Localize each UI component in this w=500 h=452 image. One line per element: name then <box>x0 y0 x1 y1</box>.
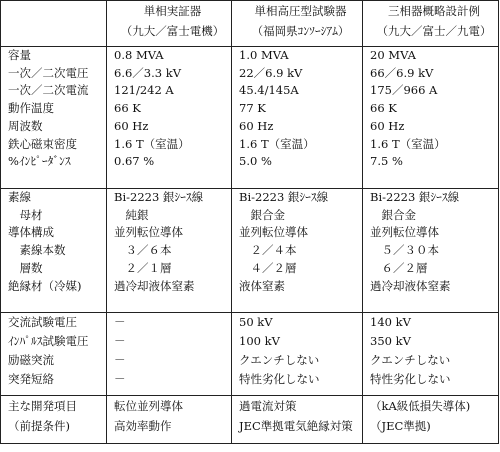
header-cell <box>107 1 232 47</box>
value-cell <box>107 47 232 189</box>
cell-value: 45.4/145A <box>239 83 299 98</box>
value-cell <box>363 189 499 313</box>
cell-value: （JEC準拠) <box>370 419 431 433</box>
header-row <box>1 1 499 47</box>
cell-value: 過電流対策 <box>239 399 297 413</box>
cell-value: 121/242 A <box>114 83 174 98</box>
cell-value: 60 Hz <box>239 118 274 133</box>
cell-value: 特性劣化しない <box>239 372 320 386</box>
row-label: %ｲﾝﾋﾟｰﾀﾞﾝｽ <box>8 154 71 169</box>
cell-value: 銀合金 <box>239 207 285 222</box>
header-subtitle: （九大／富士電機） <box>120 24 225 38</box>
row-label: 導体構成 <box>8 225 54 240</box>
cell-value: ５／３０本 <box>370 243 439 258</box>
cell-value: ６／２層 <box>370 260 428 275</box>
cell-value: 350 kV <box>370 334 411 348</box>
cell-value: 66 K <box>114 101 141 116</box>
value-cell <box>363 313 499 396</box>
cell-value: ３／６本 <box>114 243 172 258</box>
cell-value: Bi-2223 銀ｼｰｽ線 <box>239 190 329 204</box>
value-cell <box>107 313 232 396</box>
cell-value: 6.6／3.3 kV <box>114 65 182 80</box>
tests-section-row <box>1 313 499 396</box>
cell-value: 1.0 MVA <box>239 48 289 62</box>
row-label: 動作温度 <box>8 101 54 116</box>
label-cell <box>1 396 107 444</box>
cell-value: 並列転位導体 <box>239 225 308 240</box>
label-cell <box>1 47 107 189</box>
cell-value: クエンチしない <box>370 353 451 367</box>
cell-value: 高効率動作 <box>114 419 172 433</box>
row-label: 励磁突流 <box>8 353 54 367</box>
row-label: 鉄心磁束密度 <box>8 136 77 151</box>
cell-value: 1.6 T（室温） <box>239 136 315 151</box>
row-label: 層数 <box>8 260 43 275</box>
cell-value: クエンチしない <box>239 353 320 367</box>
cell-value: ２／１層 <box>114 260 172 275</box>
cell-value: 銀合金 <box>370 207 416 222</box>
cell-value: 100 kV <box>239 334 280 348</box>
cell-value: 0.67 % <box>114 154 155 169</box>
cell-value: 液体窒素 <box>239 278 285 293</box>
cell-value: 60 Hz <box>370 118 405 133</box>
cell-value: 0.8 MVA <box>114 48 164 62</box>
cell-value: 過冷却液体窒素 <box>370 278 451 293</box>
cell-value: 66 K <box>370 101 397 116</box>
cell-value: 1.6 T（室温） <box>370 136 446 151</box>
cell-value: 1.6 T（室温） <box>114 136 190 151</box>
row-label: 絶縁材（冷媒) <box>8 278 82 293</box>
cell-value: Bi-2223 銀ｼｰｽ線 <box>370 190 460 204</box>
cell-value: ２／４本 <box>239 243 297 258</box>
row-label: 母材 <box>8 207 43 222</box>
value-cell <box>363 396 499 444</box>
row-label: ｲﾝﾊﾟﾙｽ試験電圧 <box>8 334 89 348</box>
header-title: 単相高圧型試験器 <box>254 4 347 18</box>
row-label: 交流試験電圧 <box>8 315 77 329</box>
cell-value: 5.0 % <box>239 154 272 169</box>
header-subtitle: （九大／富士／九電） <box>376 24 492 38</box>
header-cell <box>232 1 363 47</box>
value-cell <box>232 189 363 313</box>
cell-value: － <box>114 315 126 329</box>
cell-value: 20 MVA <box>370 48 416 62</box>
value-cell <box>363 47 499 189</box>
cell-value: － <box>114 334 126 348</box>
value-cell <box>232 313 363 396</box>
row-label: 素線 <box>8 190 31 204</box>
cell-value: 77 K <box>239 101 266 116</box>
header-subtitle: （福岡県ｺﾝｿｰｼｱﾑ） <box>251 24 350 38</box>
development-section-row <box>1 396 499 444</box>
cell-value: 純銀 <box>114 207 149 222</box>
value-cell <box>232 396 363 444</box>
cell-value: 50 kV <box>239 315 273 329</box>
header-title: 三相器概略設計例 <box>388 4 480 18</box>
ratings-section-row <box>1 47 499 189</box>
cell-value: 175／966 A <box>370 83 438 98</box>
cell-value: 過冷却液体窒素 <box>114 278 195 293</box>
value-cell <box>107 396 232 444</box>
conductor-section-row <box>1 189 499 313</box>
cell-value: 60 Hz <box>114 118 149 133</box>
cell-value: JEC準拠電気絶縁対策 <box>239 419 353 433</box>
label-cell <box>1 313 107 396</box>
label-cell <box>1 189 107 313</box>
row-label: 周波数 <box>8 118 43 133</box>
cell-value: 22／6.9 kV <box>239 65 303 80</box>
header-corner-cell <box>1 1 107 47</box>
value-cell <box>232 47 363 189</box>
row-label: （前提条件) <box>8 419 70 433</box>
cell-value: 66／6.9 kV <box>370 65 434 80</box>
header-title: 単相実証器 <box>143 4 202 18</box>
cell-value: Bi-2223 銀ｼｰｽ線 <box>114 190 204 204</box>
row-label: 容量 <box>8 48 31 62</box>
cell-value: 特性劣化しない <box>370 372 451 386</box>
cell-value: （kA級低損失導体) <box>370 399 471 413</box>
cell-value: － <box>114 372 126 386</box>
cell-value: 転位並列導体 <box>114 399 183 413</box>
row-label: 素線本数 <box>8 243 66 258</box>
row-label: 一次／二次電圧 <box>8 65 89 80</box>
cell-value: 7.5 % <box>370 154 403 169</box>
value-cell <box>107 189 232 313</box>
cell-value: 140 kV <box>370 315 411 329</box>
cell-value: 並列転位導体 <box>370 225 439 240</box>
cell-value: 並列転位導体 <box>114 225 183 240</box>
row-label: 突発短絡 <box>8 372 54 386</box>
row-label: 一次／二次電流 <box>8 83 89 98</box>
row-label: 主な開発項目 <box>8 399 77 413</box>
cell-value: ４／２層 <box>239 260 297 275</box>
header-cell <box>363 1 499 47</box>
cell-value: － <box>114 353 126 367</box>
